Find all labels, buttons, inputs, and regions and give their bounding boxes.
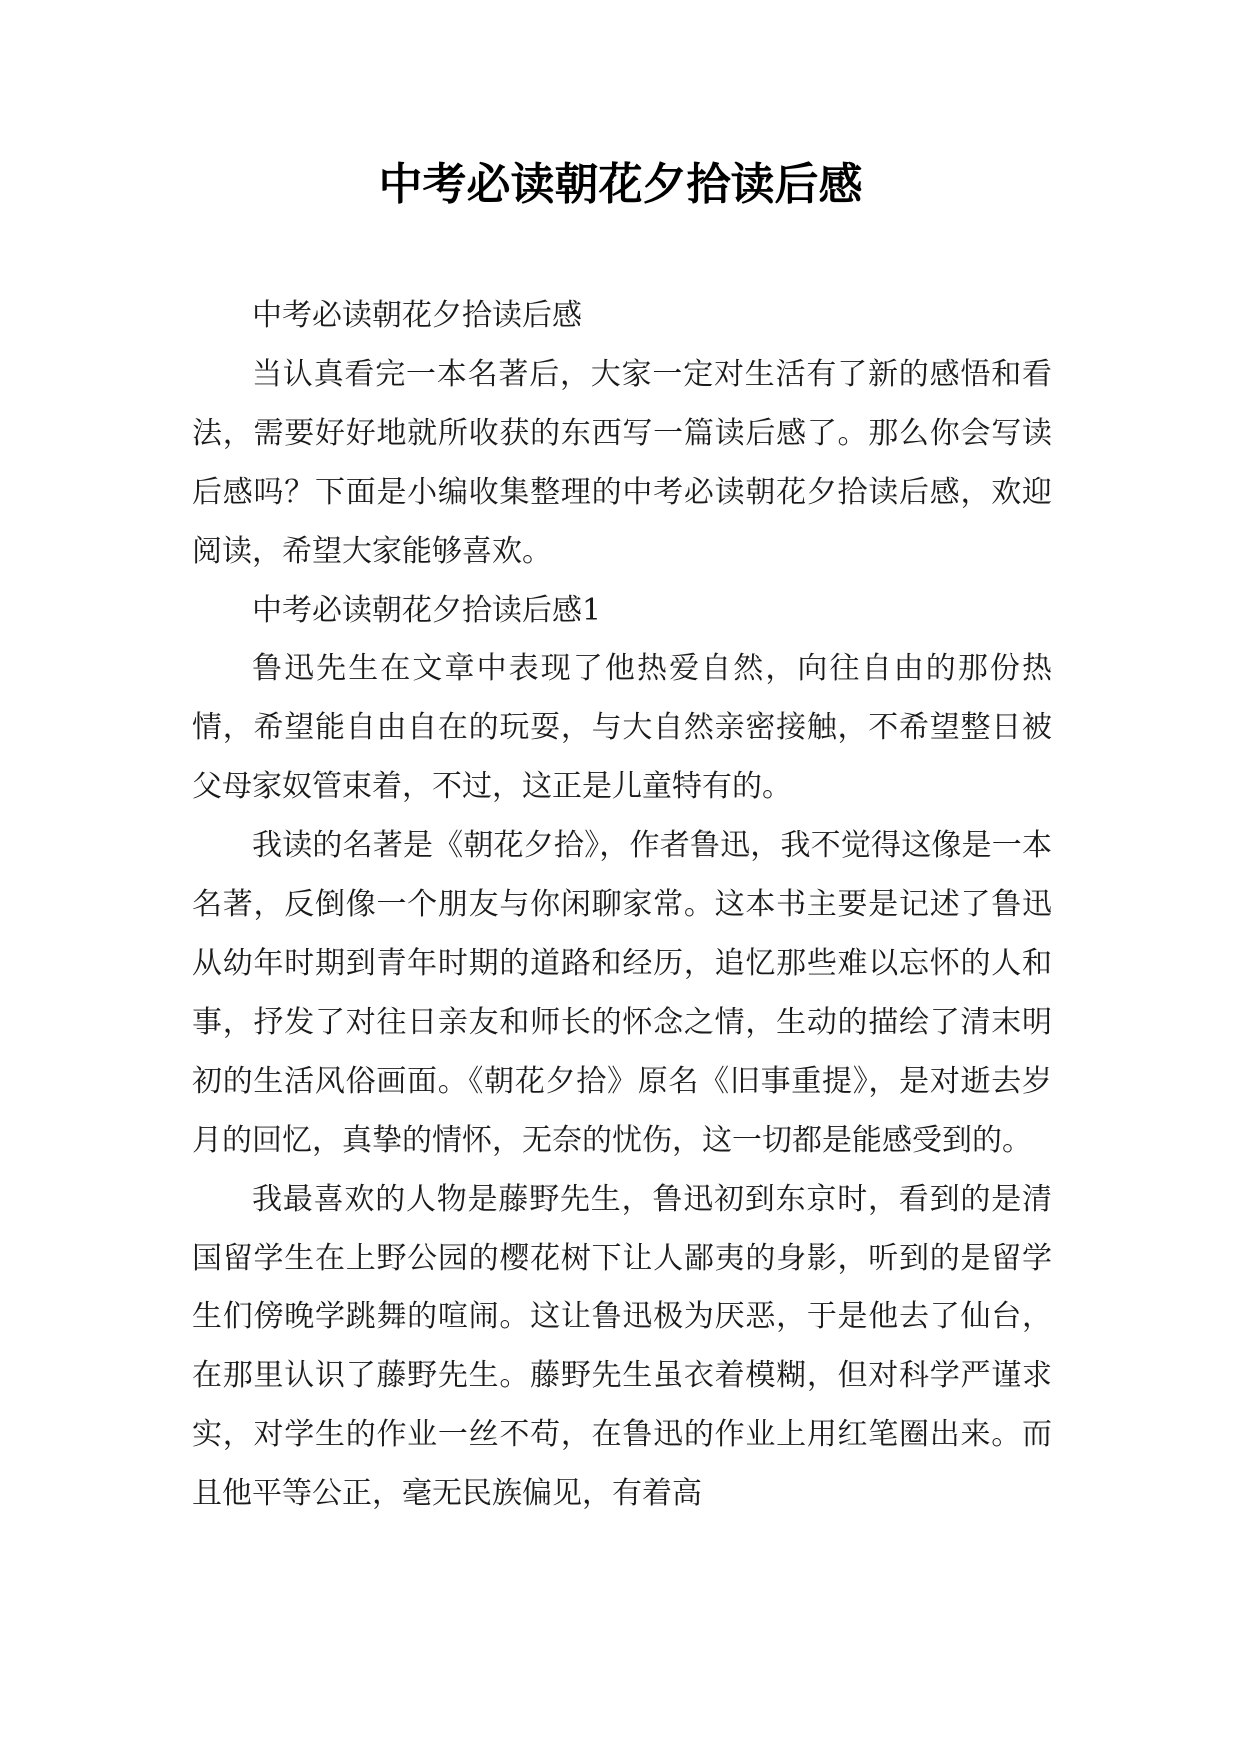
paragraph-intro: 当认真看完一本名著后，大家一定对生活有了新的感悟和看法，需要好好地就所收获的东西写一篇读后感了。那么你会写读后感吗？下面是小编收集整理的中考必读朝花夕拾读后感，欢迎阅读，希望大家能够喜欢。 <box>192 356 1052 569</box>
paragraph-body: 鲁迅先生在文章中表现了他热爱自然，向往自由的那份热情，希望能自由自在的玩耍，与大自然亲密接触，不希望整日被父母家奴管束着，不过，这正是儿童特有的。 <box>192 651 1052 805</box>
paragraph-section-heading-1: 中考必读朝花夕拾读后感1 <box>252 592 602 628</box>
paragraph-body: 我读的名著是《朝花夕拾》，作者鲁迅，我不觉得这像是一本名著，反倒像一个朋友与你闲聊家常。这本书主要是记述了鲁迅从幼年时期到青年时期的道路和经历，追忆那些难以忘怀的人和事，抒发了对往日亲友和师长的怀念之情，生动的描绘了清末明初的生活风俗画面。《朝花夕拾》原名《旧事重提》，是对逝去岁月的回忆，真挚的情怀，无奈的忧伤，这一切都是能感受到的。 <box>192 828 1052 1158</box>
paragraph-subtitle: 中考必读朝花夕拾读后感 <box>252 298 582 333</box>
document-title: 中考必读朝花夕拾读后感 <box>378 159 863 210</box>
document-body <box>192 287 1052 1524</box>
paragraph-body: 我最喜欢的人物是藤野先生，鲁迅初到东京时，看到的是清国留学生在上野公园的樱花树下让人鄙夷的身影，听到的是留学生们傍晚学跳舞的喧闹。这让鲁迅极为厌恶，于是他去了仙台，在那里认识了藤野先生。藤野先生虽衣着模糊，但对科学严谨求实，对学生的作业一丝不苟，在鲁迅的作业上用红笔圈出来。而且他平等公正，毫无民族偏见，有着高 <box>192 1181 1052 1512</box>
